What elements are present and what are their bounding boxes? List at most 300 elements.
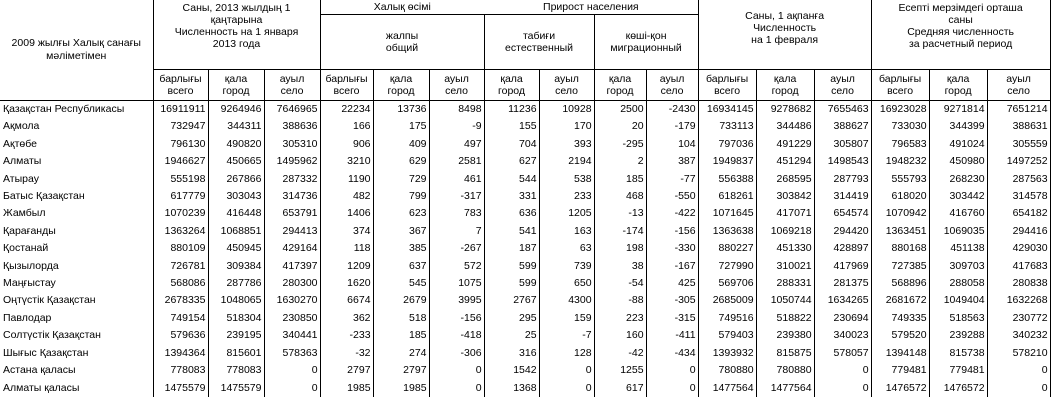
value-cell: 295 <box>484 310 539 327</box>
value-cell: -306 <box>429 345 484 362</box>
value-cell: 388631 <box>987 118 1050 135</box>
value-cell: 268595 <box>756 171 814 188</box>
value-cell: 544 <box>484 171 539 188</box>
col-village: ауыл село <box>264 70 320 101</box>
growth-migration-header: көші-қон миграционный <box>594 15 698 70</box>
value-cell: 2685009 <box>698 292 756 309</box>
value-cell: 417397 <box>264 258 320 275</box>
value-cell: -42 <box>594 345 646 362</box>
value-cell: 310021 <box>756 258 814 275</box>
value-cell: 303043 <box>208 188 264 205</box>
value-cell: 541 <box>484 223 539 240</box>
value-cell: 555198 <box>153 171 208 188</box>
value-cell: 450945 <box>208 240 264 257</box>
value-cell: 497 <box>429 136 484 153</box>
value-cell: 314578 <box>987 188 1050 205</box>
value-cell: 0 <box>264 362 320 379</box>
value-cell: 579636 <box>153 327 208 344</box>
value-cell: 309703 <box>929 258 987 275</box>
value-cell: 1985 <box>320 380 373 397</box>
value-cell: -305 <box>646 292 698 309</box>
table-body <box>0 101 1050 397</box>
value-cell: 578057 <box>814 345 871 362</box>
value-cell: -267 <box>429 240 484 257</box>
value-cell: 637 <box>373 258 429 275</box>
value-cell: 739 <box>539 258 594 275</box>
value-cell: 799 <box>373 188 429 205</box>
value-cell: 340023 <box>814 327 871 344</box>
value-cell: 880168 <box>871 240 929 257</box>
value-cell: 518822 <box>756 310 814 327</box>
value-cell: 733113 <box>698 118 756 135</box>
region-header: 2009 жылғы Халық санағы мәліметімен <box>11 37 141 62</box>
value-cell: 1477564 <box>698 380 756 397</box>
value-cell: 416760 <box>929 205 987 222</box>
value-cell: 7 <box>429 223 484 240</box>
value-cell: 239380 <box>756 327 814 344</box>
value-cell: 545 <box>373 275 429 292</box>
value-cell: 726781 <box>153 258 208 275</box>
value-cell: 491229 <box>756 136 814 153</box>
value-cell: 1620 <box>320 275 373 292</box>
value-cell: 1406 <box>320 205 373 222</box>
value-cell: 25 <box>484 327 539 344</box>
table-row <box>0 136 1050 153</box>
value-cell: 636 <box>484 205 539 222</box>
value-cell: -233 <box>320 327 373 344</box>
value-cell: 729 <box>373 171 429 188</box>
value-cell: 155 <box>484 118 539 135</box>
value-cell: -32 <box>320 345 373 362</box>
value-cell: 2678335 <box>153 292 208 309</box>
popfeb-header: Саны, 1 ақпанға Численность на 1 февраля <box>698 0 871 70</box>
value-cell: 1048065 <box>208 292 264 309</box>
value-cell: 451330 <box>756 240 814 257</box>
value-cell: 239288 <box>929 327 987 344</box>
col-all: барлығы всего <box>871 70 929 101</box>
value-cell: 650 <box>539 275 594 292</box>
value-cell: 451138 <box>929 240 987 257</box>
col-city: қала город <box>594 70 646 101</box>
value-cell: 1946627 <box>153 153 208 170</box>
table-row <box>0 153 1050 170</box>
region-name: Солтүстік Қазақстан <box>3 329 101 342</box>
value-cell: 2767 <box>484 292 539 309</box>
value-cell: 1394364 <box>153 345 208 362</box>
value-cell: 568086 <box>153 275 208 292</box>
value-cell: 294420 <box>814 223 871 240</box>
value-cell: 704 <box>484 136 539 153</box>
value-cell: 305807 <box>814 136 871 153</box>
value-cell: 461 <box>429 171 484 188</box>
value-cell: 654574 <box>814 205 871 222</box>
value-cell: 1495962 <box>264 153 320 170</box>
value-cell: 482 <box>320 188 373 205</box>
value-cell: 0 <box>646 380 698 397</box>
value-cell: 362 <box>320 310 373 327</box>
value-cell: 3210 <box>320 153 373 170</box>
region-name: Батыс Қазақстан <box>3 190 85 203</box>
table-row <box>0 171 1050 188</box>
pop2013-header: Саны, 2013 жылдың 1 қаңтарына Численность на 1 января 2013 года <box>153 0 320 70</box>
value-cell: 1949837 <box>698 153 756 170</box>
value-cell: -77 <box>646 171 698 188</box>
value-cell: 569706 <box>698 275 756 292</box>
region-name: Оңтүстік Қазақстан <box>3 294 96 307</box>
value-cell: 1542 <box>484 362 539 379</box>
value-cell: -411 <box>646 327 698 344</box>
value-cell: 2797 <box>373 362 429 379</box>
value-cell: 1068851 <box>208 223 264 240</box>
value-cell: 16911911 <box>153 101 208 119</box>
value-cell: 280838 <box>987 275 1050 292</box>
region-name: Алматы <box>3 155 42 168</box>
value-cell: 239195 <box>208 327 264 344</box>
value-cell: 22234 <box>320 101 373 119</box>
value-cell: 344399 <box>929 118 987 135</box>
value-cell: 623 <box>373 205 429 222</box>
value-cell: 749335 <box>871 310 929 327</box>
value-cell: 4300 <box>539 292 594 309</box>
region-name: Алматы қаласы <box>3 381 80 394</box>
value-cell: 1948232 <box>871 153 929 170</box>
value-cell: 568896 <box>871 275 929 292</box>
value-cell: 627 <box>484 153 539 170</box>
value-cell: 7655463 <box>814 101 871 119</box>
col-city: қала город <box>373 70 429 101</box>
value-cell: 796583 <box>871 136 929 153</box>
value-cell: 274 <box>373 345 429 362</box>
col-village: ауыл село <box>429 70 484 101</box>
value-cell: 618261 <box>698 188 756 205</box>
value-cell: 303842 <box>756 188 814 205</box>
value-cell: 340232 <box>987 327 1050 344</box>
value-cell: 160 <box>594 327 646 344</box>
value-cell: 450665 <box>208 153 264 170</box>
value-cell: 2679 <box>373 292 429 309</box>
value-cell: 1394148 <box>871 345 929 362</box>
value-cell: 749516 <box>698 310 756 327</box>
value-cell: 417071 <box>756 205 814 222</box>
value-cell: 1190 <box>320 171 373 188</box>
region-name: Астана қаласы <box>3 364 76 377</box>
value-cell: 749154 <box>153 310 208 327</box>
value-cell: 428897 <box>814 240 871 257</box>
value-cell: 880227 <box>698 240 756 257</box>
table-row <box>0 223 1050 240</box>
value-cell: -418 <box>429 327 484 344</box>
value-cell: 0 <box>429 380 484 397</box>
value-cell: 387 <box>646 153 698 170</box>
value-cell: 797036 <box>698 136 756 153</box>
value-cell: 1050744 <box>756 292 814 309</box>
region-name: Ақтөбе <box>3 137 37 150</box>
table-row <box>0 258 1050 275</box>
value-cell: 9264946 <box>208 101 264 119</box>
value-cell: 230850 <box>264 310 320 327</box>
value-cell: -156 <box>646 223 698 240</box>
value-cell: 1632268 <box>987 292 1050 309</box>
value-cell: 727990 <box>698 258 756 275</box>
value-cell: 1363638 <box>698 223 756 240</box>
table-row <box>0 380 1050 397</box>
value-cell: 3995 <box>429 292 484 309</box>
value-cell: 617 <box>594 380 646 397</box>
value-cell: 0 <box>987 380 1050 397</box>
value-cell: -13 <box>594 205 646 222</box>
table-row <box>0 327 1050 344</box>
value-cell: 579403 <box>698 327 756 344</box>
value-cell: 779481 <box>871 362 929 379</box>
value-cell: 599 <box>484 275 539 292</box>
value-cell: 880109 <box>153 240 208 257</box>
region-name: Қостанай <box>3 242 49 255</box>
value-cell: 166 <box>320 118 373 135</box>
value-cell: 429164 <box>264 240 320 257</box>
value-cell: 1075 <box>429 275 484 292</box>
value-cell: -179 <box>646 118 698 135</box>
region-name: Ақмола <box>3 120 40 133</box>
value-cell: 287793 <box>814 171 871 188</box>
value-cell: 1070239 <box>153 205 208 222</box>
value-cell: 344311 <box>208 118 264 135</box>
value-cell: 578210 <box>987 345 1050 362</box>
value-cell: 617779 <box>153 188 208 205</box>
value-cell: 779481 <box>929 362 987 379</box>
value-cell: -7 <box>539 327 594 344</box>
value-cell: 294416 <box>987 223 1050 240</box>
value-cell: 0 <box>646 362 698 379</box>
value-cell: -422 <box>646 205 698 222</box>
value-cell: 727385 <box>871 258 929 275</box>
value-cell: 815601 <box>208 345 264 362</box>
value-cell: -317 <box>429 188 484 205</box>
value-cell: 16934145 <box>698 101 756 119</box>
region-name: Маңғыстау <box>3 277 56 290</box>
value-cell: 468 <box>594 188 646 205</box>
value-cell: 268230 <box>929 171 987 188</box>
value-cell: 104 <box>646 136 698 153</box>
value-cell: 0 <box>814 362 871 379</box>
value-cell: 1497252 <box>987 153 1050 170</box>
value-cell: -156 <box>429 310 484 327</box>
value-cell: 490820 <box>208 136 264 153</box>
value-cell: 629 <box>373 153 429 170</box>
value-cell: 393 <box>539 136 594 153</box>
value-cell: -550 <box>646 188 698 205</box>
value-cell: 63 <box>539 240 594 257</box>
col-village: ауыл село <box>539 70 594 101</box>
value-cell: -54 <box>594 275 646 292</box>
value-cell: 305310 <box>264 136 320 153</box>
value-cell: 1477564 <box>756 380 814 397</box>
value-cell: 416448 <box>208 205 264 222</box>
value-cell: 187 <box>484 240 539 257</box>
value-cell: 288331 <box>756 275 814 292</box>
growth-total-header: жалпы общий <box>320 15 484 70</box>
value-cell: 2681672 <box>871 292 929 309</box>
value-cell: 280300 <box>264 275 320 292</box>
col-village: ауыл село <box>814 70 871 101</box>
value-cell: 783 <box>429 205 484 222</box>
value-cell: 1363451 <box>871 223 929 240</box>
table-row <box>0 118 1050 135</box>
value-cell: 2797 <box>320 362 373 379</box>
value-cell: 618020 <box>871 188 929 205</box>
value-cell: 780880 <box>756 362 814 379</box>
value-cell: 1069218 <box>756 223 814 240</box>
value-cell: 175 <box>373 118 429 135</box>
value-cell: 233 <box>539 188 594 205</box>
value-cell: 653791 <box>264 205 320 222</box>
value-cell: 732947 <box>153 118 208 135</box>
value-cell: -9 <box>429 118 484 135</box>
table-row <box>0 205 1050 222</box>
value-cell: 185 <box>373 327 429 344</box>
col-city: қала город <box>929 70 987 101</box>
value-cell: 281375 <box>814 275 871 292</box>
value-cell: 2500 <box>594 101 646 119</box>
table-row <box>0 188 1050 205</box>
value-cell: 128 <box>539 345 594 362</box>
table-row <box>0 275 1050 292</box>
col-city: қала город <box>208 70 264 101</box>
col-all: барлығы всего <box>698 70 756 101</box>
growth-header-ru: Прирост населения <box>484 0 698 15</box>
value-cell: 340441 <box>264 327 320 344</box>
value-cell: 518304 <box>208 310 264 327</box>
value-cell: 385 <box>373 240 429 257</box>
col-village: ауыл село <box>646 70 698 101</box>
value-cell: 344486 <box>756 118 814 135</box>
table-row <box>0 101 1050 119</box>
growth-header-kz: Халық өсімі <box>320 0 484 15</box>
value-cell: 1363264 <box>153 223 208 240</box>
value-cell: 0 <box>264 380 320 397</box>
value-cell: -330 <box>646 240 698 257</box>
value-cell: 9278682 <box>756 101 814 119</box>
value-cell: 230772 <box>987 310 1050 327</box>
value-cell: -2430 <box>646 101 698 119</box>
value-cell: 11236 <box>484 101 539 119</box>
value-cell: 518 <box>373 310 429 327</box>
value-cell: 451294 <box>756 153 814 170</box>
value-cell: 815738 <box>929 345 987 362</box>
value-cell: 815875 <box>756 345 814 362</box>
value-cell: 170 <box>539 118 594 135</box>
value-cell: 159 <box>539 310 594 327</box>
value-cell: 7651214 <box>987 101 1050 119</box>
region-name: Павлодар <box>3 311 52 324</box>
value-cell: 1634265 <box>814 292 871 309</box>
value-cell: 288058 <box>929 275 987 292</box>
value-cell: 578363 <box>264 345 320 362</box>
value-cell: 796130 <box>153 136 208 153</box>
value-cell: 20 <box>594 118 646 135</box>
value-cell: 778083 <box>153 362 208 379</box>
value-cell: 303442 <box>929 188 987 205</box>
table-row <box>0 362 1050 379</box>
value-cell: 0 <box>539 380 594 397</box>
value-cell: 654182 <box>987 205 1050 222</box>
col-city: қала город <box>484 70 539 101</box>
value-cell: 0 <box>987 362 1050 379</box>
value-cell: 331 <box>484 188 539 205</box>
value-cell: 0 <box>814 380 871 397</box>
value-cell: 538 <box>539 171 594 188</box>
value-cell: 0 <box>539 362 594 379</box>
table-row <box>0 292 1050 309</box>
region-name: Шығыс Қазақстан <box>3 346 89 359</box>
value-cell: 429030 <box>987 240 1050 257</box>
value-cell: 1475579 <box>208 380 264 397</box>
value-cell: 294413 <box>264 223 320 240</box>
value-cell: 778083 <box>208 362 264 379</box>
value-cell: 118 <box>320 240 373 257</box>
value-cell: 1049404 <box>929 292 987 309</box>
value-cell: 316 <box>484 345 539 362</box>
value-cell: 572 <box>429 258 484 275</box>
value-cell: 555793 <box>871 171 929 188</box>
value-cell: -167 <box>646 258 698 275</box>
value-cell: 599 <box>484 258 539 275</box>
value-cell: 287786 <box>208 275 264 292</box>
value-cell: 1070942 <box>871 205 929 222</box>
value-cell: 409 <box>373 136 429 153</box>
value-cell: 1071645 <box>698 205 756 222</box>
value-cell: -174 <box>594 223 646 240</box>
value-cell: 1255 <box>594 362 646 379</box>
value-cell: 906 <box>320 136 373 153</box>
value-cell: 0 <box>429 362 484 379</box>
value-cell: 2 <box>594 153 646 170</box>
value-cell: 491024 <box>929 136 987 153</box>
value-cell: 780880 <box>698 362 756 379</box>
value-cell: 163 <box>539 223 594 240</box>
value-cell: -88 <box>594 292 646 309</box>
col-city: қала город <box>756 70 814 101</box>
region-name: Қарағанды <box>3 224 56 237</box>
col-village: ауыл село <box>987 70 1050 101</box>
value-cell: 1476572 <box>929 380 987 397</box>
value-cell: 6674 <box>320 292 373 309</box>
table-row <box>0 310 1050 327</box>
value-cell: 13736 <box>373 101 429 119</box>
value-cell: 198 <box>594 240 646 257</box>
average-header: Есепті мерзімдегі орташа саны Средняя численность за расчетный период <box>871 0 1050 70</box>
value-cell: 1476572 <box>871 380 929 397</box>
value-cell: 16923028 <box>871 101 929 119</box>
value-cell: -434 <box>646 345 698 362</box>
value-cell: 38 <box>594 258 646 275</box>
value-cell: 1205 <box>539 205 594 222</box>
region-name: Атырау <box>3 172 39 185</box>
table-row <box>0 240 1050 257</box>
value-cell: -315 <box>646 310 698 327</box>
value-cell: 417683 <box>987 258 1050 275</box>
value-cell: 417969 <box>814 258 871 275</box>
value-cell: 374 <box>320 223 373 240</box>
value-cell: 450980 <box>929 153 987 170</box>
value-cell: 1368 <box>484 380 539 397</box>
col-all: барлығы всего <box>153 70 208 101</box>
value-cell: 388636 <box>264 118 320 135</box>
value-cell: 1209 <box>320 258 373 275</box>
value-cell: 2581 <box>429 153 484 170</box>
value-cell: 287563 <box>987 171 1050 188</box>
value-cell: 733030 <box>871 118 929 135</box>
col-all: барлығы всего <box>320 70 373 101</box>
